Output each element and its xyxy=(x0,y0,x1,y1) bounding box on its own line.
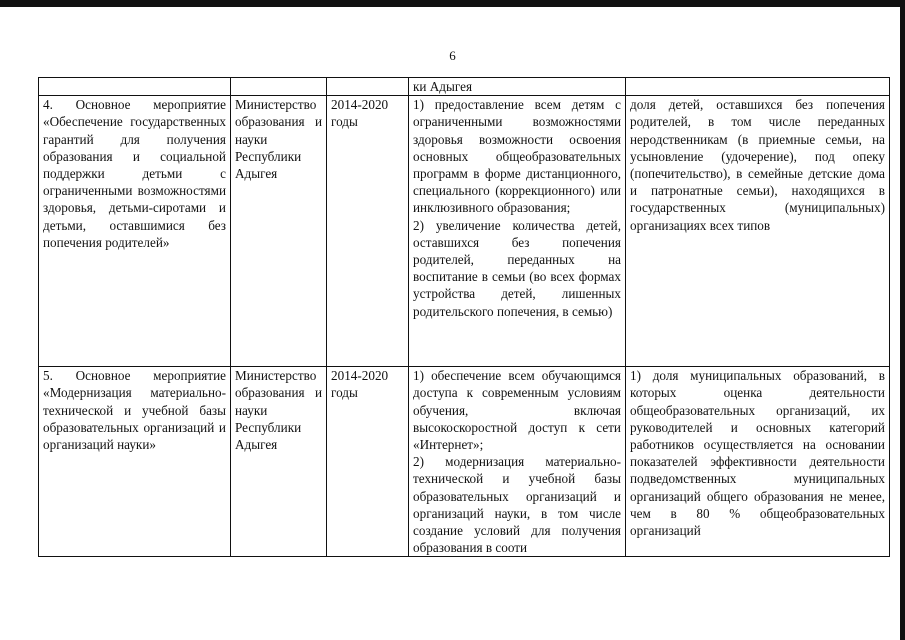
program-activities-table xyxy=(38,77,890,557)
page-number: 6 xyxy=(449,48,456,63)
table-cell xyxy=(327,78,409,96)
table-row-continuation xyxy=(39,78,890,96)
table-cell-results: 1) предоставление всем детям с ограниченными возможностями здоровья возможности освоения основных общеобразовательных программ в форме дистанционного, специального (коррекционного) или инклюзивного образования; 2) увеличение количества детей, оставшихся без попечения родителей, переданных на воспитание в семьи (во всех формах устройства детей, лишенных родительского попечения, в семью) xyxy=(409,96,626,367)
table-cell-indicators: 1) доля муниципальных образований, в которых оценка деятельности общеобразовательных организаций, их руководителей и основных категорий работников осуществляется на основании показателей эффективности деятельности подведомственных муниципальных организаций общего образования не менее, чем в 80 % общеобразовательных организаций xyxy=(626,367,890,557)
table-cell-responsible: Министерство образования и науки Республики Адыгея xyxy=(231,96,327,367)
table-cell-responsible: Министерство образования и науки Республики Адыгея xyxy=(231,367,327,557)
table-row xyxy=(39,367,890,557)
table-cell-results: 1) обеспечение всем обучающимся доступа к современным условиям обучения, включая высокоскоростной доступ к сети «Интернет»; 2) модернизация материально-технической и учебной базы образовательных организаций и организаций науки, в том числе создание условий для получения образования в сооти xyxy=(409,367,626,557)
table-cell-results: ки Адыгея xyxy=(409,78,626,96)
scan-right-edge xyxy=(900,0,905,640)
table-cell-activity: 5. Основное мероприятие «Модернизация материально-технической и учебной базы образовательных организаций и организаций науки» xyxy=(39,367,231,557)
scan-top-edge xyxy=(0,0,905,7)
table-cell xyxy=(231,78,327,96)
table-cell xyxy=(626,78,890,96)
table-cell-period: 2014-2020 годы xyxy=(327,96,409,367)
table-cell-activity: 4. Основное мероприятие «Обеспечение государственных гарантий для получения образования и социальной поддержки детьми с ограниченными возможностями здоровья, детьми-сиротами и детьми, оставшимися без попечения родителей» xyxy=(39,96,231,367)
table-cell-period: 2014-2020 годы xyxy=(327,367,409,557)
table-cell-indicators: доля детей, оставшихся без попечения родителей, в том числе переданных неродственникам (в приемные семьи, на усыновление (удочерение), под опеку (попечительство), в семейные детские дома и патронатные семьи), находящихся в государственных (муниципальных) организациях всех типов xyxy=(626,96,890,367)
table-cell xyxy=(39,78,231,96)
table-row xyxy=(39,96,890,367)
